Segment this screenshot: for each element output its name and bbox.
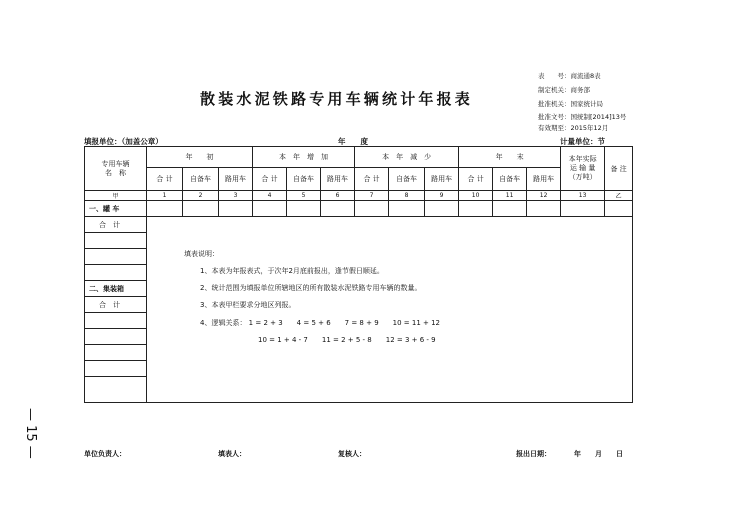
row-label: 合 计	[85, 217, 147, 233]
column-index: 乙	[605, 191, 633, 201]
row-label	[85, 329, 147, 345]
subcol-header: 合 计	[459, 168, 493, 191]
subcol-header: 自备车	[287, 168, 321, 191]
data-cell[interactable]	[253, 201, 287, 217]
data-cell[interactable]	[321, 201, 355, 217]
measure-unit-label: 计量单位：节	[560, 137, 605, 146]
note-2: 2、统计范围为填报单位所辖地区的所有散装水泥铁路专用车辆的数量。	[200, 284, 422, 292]
subcol-header: 合 计	[253, 168, 287, 191]
subcol-header: 合 计	[355, 168, 389, 191]
row-label: 二、集装箱	[85, 281, 147, 297]
subcol-header: 路用车	[425, 168, 459, 191]
row-label	[85, 313, 147, 329]
data-cell[interactable]	[183, 201, 219, 217]
table-row	[85, 217, 633, 233]
data-cell[interactable]	[355, 201, 389, 217]
footer-date-fields: 年 月 日	[574, 450, 623, 458]
data-cell[interactable]	[219, 201, 253, 217]
reporting-unit-label: 填报单位：（加盖公章）	[84, 137, 163, 146]
data-cell[interactable]	[493, 201, 527, 217]
column-index: 1	[147, 191, 183, 201]
column-index: 3	[219, 191, 253, 201]
data-cell[interactable]	[147, 201, 183, 217]
transport-volume-header: 本年实际 运 输 量 （万吨）	[561, 147, 605, 191]
note-3: 3、本表甲栏要求分地区列报。	[200, 301, 296, 309]
note-5-continued: 10 = 1 + 4 - 7 11 = 2 + 5 - 8 12 = 3 + 6 - 9	[258, 336, 436, 344]
row-label	[85, 249, 147, 265]
column-index: 8	[389, 191, 425, 201]
column-index: 13	[561, 191, 605, 201]
report-title: 散装水泥铁路专用车辆统计年报表	[200, 90, 474, 108]
row-label	[85, 345, 147, 361]
data-cell[interactable]	[527, 201, 561, 217]
subcol-header: 自备车	[389, 168, 425, 191]
subcol-header: 自备车	[493, 168, 527, 191]
subcol-header: 路用车	[527, 168, 561, 191]
page-number: — 15 —	[23, 408, 38, 459]
data-cell[interactable]	[389, 201, 425, 217]
table-row	[85, 201, 633, 217]
vehicle-name-header: 专用车辆 名 称	[85, 147, 147, 191]
footer-reviewer: 复核人：	[338, 450, 366, 458]
subcol-header: 路用车	[321, 168, 355, 191]
data-cell[interactable]	[287, 201, 321, 217]
group-header-decrease: 本 年 减 少	[355, 147, 459, 168]
column-index: 5	[287, 191, 321, 201]
footer-unit-head: 单位负责人：	[84, 450, 126, 458]
valid-until: 有效期至：2015年12月	[538, 124, 609, 132]
issuing-authority: 制定机关：商务部	[538, 86, 590, 94]
column-index: 9	[425, 191, 459, 201]
column-index: 7	[355, 191, 389, 201]
note-1: 1、本表为年报表式，于次年2月底前报出，逢节假日顺延。	[200, 267, 384, 275]
footer-filler: 填表人：	[218, 450, 246, 458]
column-index: 12	[527, 191, 561, 201]
group-header-increase: 本 年 增 加	[253, 147, 355, 168]
approving-authority: 批准机关：国家统计局	[538, 100, 603, 108]
data-cell[interactable]	[425, 201, 459, 217]
column-index: 6	[321, 191, 355, 201]
notes-heading: 填表说明：	[184, 250, 219, 258]
data-cell[interactable]	[561, 201, 605, 217]
subcol-header: 合 计	[147, 168, 183, 191]
year-label: 年 度	[338, 137, 368, 146]
footer-report-date: 报出日期：	[516, 450, 551, 458]
data-cell[interactable]	[605, 201, 633, 217]
column-index: 11	[493, 191, 527, 201]
table-number: 表 号：商流通8表	[538, 72, 601, 80]
row-label	[85, 361, 147, 377]
data-cell[interactable]	[459, 201, 493, 217]
note-4: 4、逻辑关系： 1 = 2 + 3 4 = 5 + 6 7 = 8 + 9 10 = 11 + 12	[200, 319, 441, 327]
approval-number: 批准文号：国统制[2014]13号	[538, 113, 627, 121]
row-label	[85, 233, 147, 249]
group-header-end-of-year: 年 末	[459, 147, 561, 168]
remarks-header: 备 注	[605, 147, 633, 191]
column-index: 10	[459, 191, 493, 201]
row-label: 一、罐 车	[85, 201, 147, 217]
column-index: 2	[183, 191, 219, 201]
subcol-header: 路用车	[219, 168, 253, 191]
row-label	[85, 377, 147, 403]
column-index: 4	[253, 191, 287, 201]
column-index: 甲	[85, 191, 147, 201]
row-label: 合 计	[85, 297, 147, 313]
row-label	[85, 265, 147, 281]
subcol-header: 自备车	[183, 168, 219, 191]
group-header-start-of-year: 年 初	[147, 147, 253, 168]
